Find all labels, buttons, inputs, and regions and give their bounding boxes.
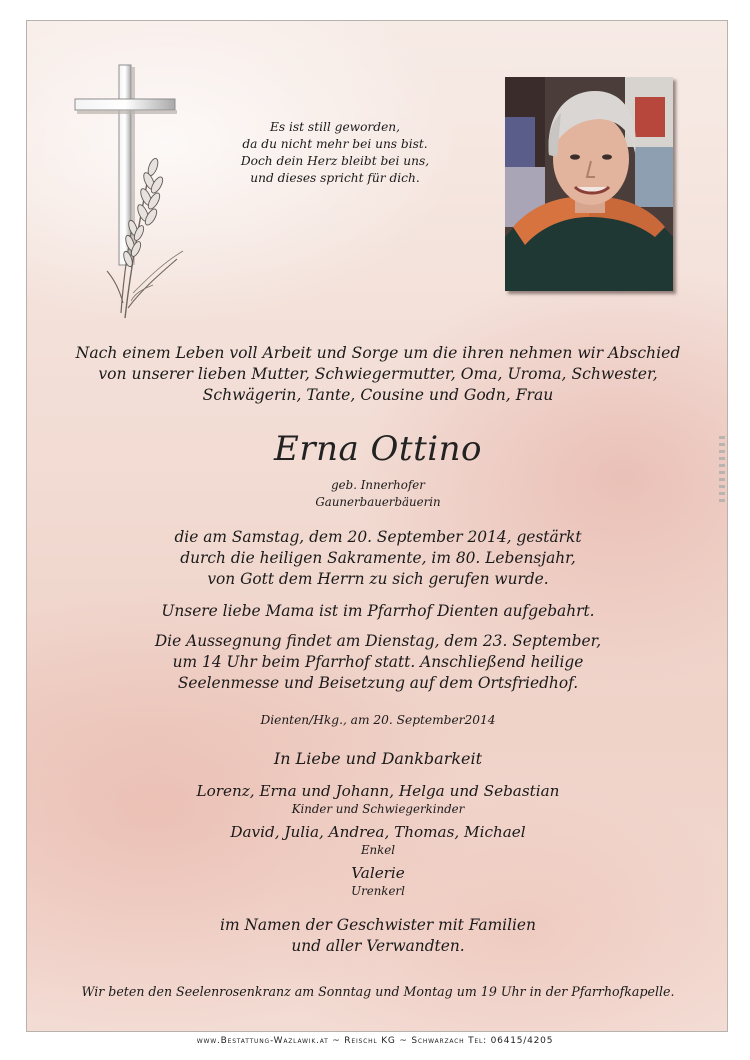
funeral-notice [27,631,728,694]
laid-out-notice: Unsere liebe Mama ist im Pfarrhof Dienten aufgebahrt. [161,602,595,620]
death-line: die am Samstag, dem 20. September 2014, gestärkt [174,528,582,546]
intro-line: Nach einem Leben voll Arbeit und Sorge um die ihren nehmen wir Abschied [75,344,681,362]
intro-line: Schwägerin, Tante, Cousine und Godn, Frau [202,386,554,404]
funeral-line: Seelenmesse und Beisetzung auf dem Ortsfriedhof. [177,674,579,692]
birth-name: geb. Innerhofer [331,478,425,492]
death-notice [27,527,728,590]
funeral-line: Die Aussegnung findet am Dienstag, dem 23. September, [154,632,602,650]
poem [225,119,445,187]
family-relation: Urenkerl [351,884,405,898]
family-names: David, Julia, Andrea, Thomas, Michael [230,823,526,841]
behalf-line: im Namen der Geschwister mit Familien [220,916,536,934]
family-relation: Kinder und Schwiegerkinder [291,802,465,816]
cross-with-wheat-icon [73,63,193,325]
death-line: von Gott dem Herrn zu sich gerufen wurde. [207,570,549,588]
poem-line: Es ist still geworden, [269,120,401,134]
rosary-notice: Wir beten den Seelenrosenkranz am Sonntag und Montag um 19 Uhr in der Pfarrhofkapelle. [81,984,675,999]
behalf-text [27,915,728,957]
family-relation: Enkel [360,843,396,857]
deceased-details [27,477,728,511]
poem-line: da du nicht mehr bei uns bist. [242,137,428,151]
love-line: In Liebe und Dankbarkeit [273,749,483,768]
deceased-title: Gaunerbauerbäuerin [315,495,441,509]
family-list [27,781,728,904]
intro-line: von unserer lieben Mutter, Schwiegermutter, Oma, Uroma, Schwester, [98,365,658,383]
family-names: Valerie [351,864,405,882]
place-date: Dienten/Hkg., am 20. September2014 [260,713,496,727]
portrait-photo [505,77,673,291]
deceased-name: Erna Ottino [274,429,482,469]
poem-line: und dieses spricht für dich. [250,171,420,185]
poem-line: Doch dein Herz bleibt bei uns, [240,154,430,168]
footer-contact: www.Bestattung-Wazlawik.at ~ Reischl KG ~ Schwarzach Tel: 06415/4205 [196,1036,554,1046]
family-names: Lorenz, Erna und Johann, Helga und Sebastian [196,782,560,800]
intro-text [27,343,728,406]
funeral-line: um 14 Uhr beim Pfarrhof statt. Anschließend heilige [172,653,584,671]
obituary-card [26,20,728,1032]
behalf-line: und aller Verwandten. [291,937,465,955]
death-line: durch die heiligen Sakramente, im 80. Lebensjahr, [180,549,576,567]
